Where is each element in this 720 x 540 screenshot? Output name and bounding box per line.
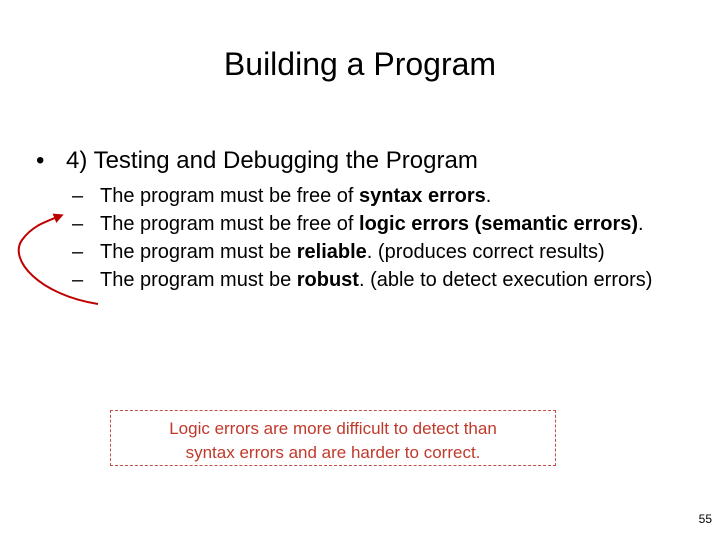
bullet-marker: • [36,147,45,174]
sub-bullet-pre: The program must be [100,269,297,291]
sub-bullet-pre: The program must be [100,241,297,263]
bullet-text: 4) Testing and Debugging the Program [66,147,478,174]
sub-bullet-post: . (produces correct results) [366,241,605,263]
sub-bullet-bold: reliable [296,241,367,263]
sub-bullet-bold: logic errors (semantic errors) [359,213,639,235]
page-number: 55 [698,512,712,526]
dash-marker: – [72,213,84,235]
sub-bullet-pre: The program must be free of [100,213,360,235]
sub-bullet-post: . [485,185,492,207]
sub-bullet-post: . (able to detect execution errors) [358,269,653,291]
sub-bullet-bold: syntax errors [359,185,486,207]
dash-marker: – [72,241,84,263]
slide-title: Building a Program [223,46,497,82]
sub-bullet-post: . [638,213,644,235]
callout-line-1: Logic errors are more difficult to detect than [169,419,497,438]
sub-bullet-bold: robust [296,269,359,291]
dash-marker: – [72,269,84,291]
callout-note [110,410,556,466]
sub-bullet-pre: The program must be free of [100,185,360,207]
dash-marker: – [72,185,84,207]
callout-line-2: syntax errors and are harder to correct. [185,443,481,462]
